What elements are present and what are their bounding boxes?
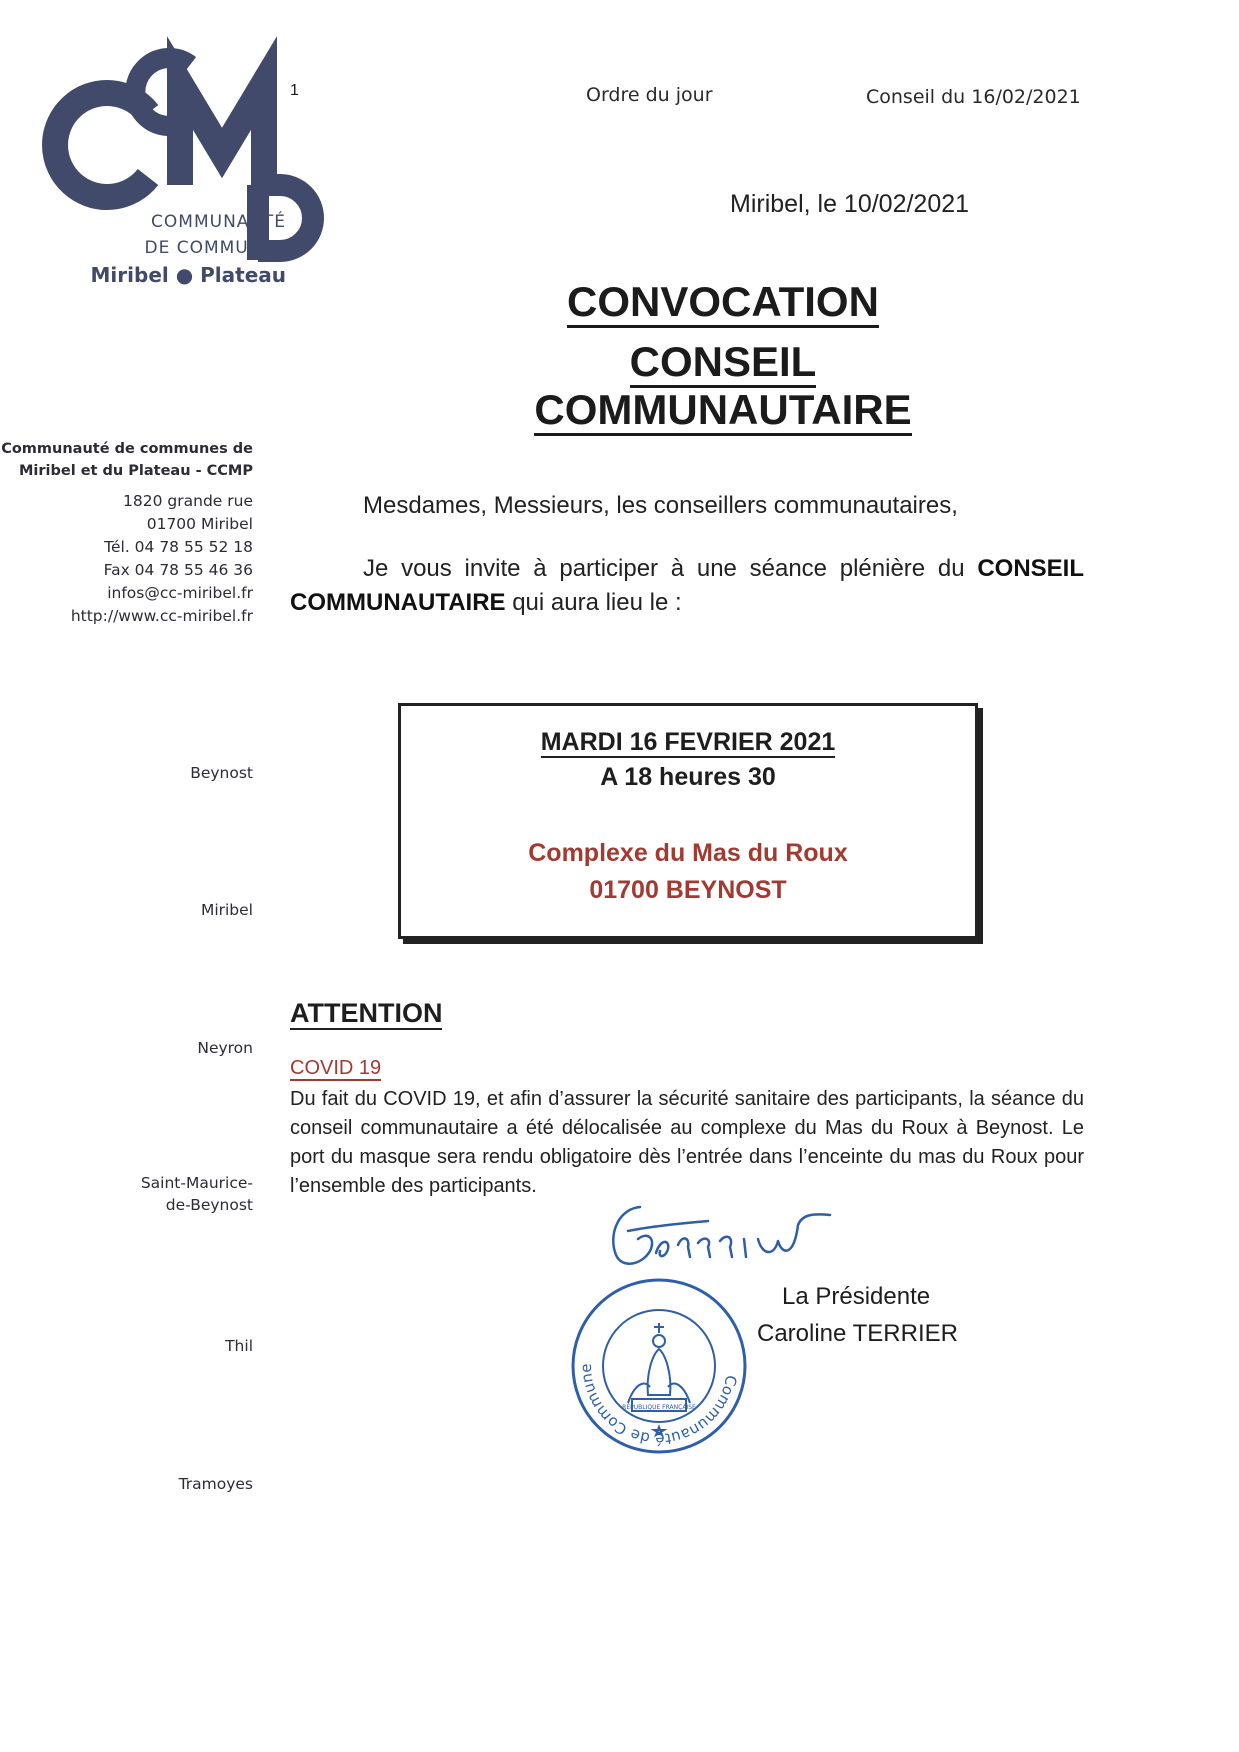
covid-subheading: COVID 19 — [290, 1057, 382, 1079]
logo-line-miribel-plateau: Miribel ● Plateau — [90, 263, 286, 287]
seal-text: Communauté de Commune — [576, 1363, 741, 1449]
sidebar-tel: Tél. 04 78 55 52 18 — [104, 538, 253, 556]
official-seal-stamp — [568, 1275, 750, 1457]
invitation-paragraph: Je vous invite à participer à une séance plénière du CONSEIL COMMUNAUTAIRE qui aura lieu le : — [290, 555, 1084, 616]
commune-beynost: Beynost — [190, 764, 253, 782]
commune-tramoyes: Tramoyes — [178, 1475, 253, 1493]
meeting-time: A 18 heures 30 — [600, 763, 776, 791]
sidebar-organisation: Communauté de communes de Miribel et du Plateau - CCMP — [1, 441, 253, 479]
meeting-date: MARDI 16 FEVRIER 2021 — [540, 728, 836, 756]
salutation: Mesdames, Messieurs, les conseillers communautaires, — [363, 492, 958, 519]
signatory-role: La Présidente — [782, 1283, 931, 1310]
header-council-date: Conseil du 16/02/2021 — [866, 86, 1081, 108]
sidebar-contact — [71, 490, 253, 628]
seal-banner-text: RÉPUBLIQUE FRANÇAISE — [622, 1404, 696, 1411]
commune-thil: Thil — [225, 1337, 253, 1355]
logo-line-de-communes: DE COMMUNES — [144, 238, 286, 258]
sidebar-website: http://www.cc-miribel.fr — [70, 607, 253, 625]
commune-saint-maurice: Saint-Maurice- de-Beynost — [140, 1174, 253, 1214]
attention-heading: ATTENTION — [290, 998, 443, 1028]
place-and-date: Miribel, le 10/02/2021 — [730, 190, 970, 218]
document-title-line2: CONSEIL COMMUNAUTAIRE — [440, 338, 1006, 434]
sidebar-address: 1820 grande rue — [123, 492, 253, 510]
handwritten-signature — [598, 1195, 848, 1275]
sidebar-city: 01700 Miribel — [146, 515, 253, 533]
signature-image — [598, 1195, 848, 1275]
covid-notice-text: Du fait du COVID 19, et afin d’assurer la sécurité sanitaire des participants, la séance du conseil communautaire a été délocalisée au complexe du Mas du Roux à Beynost. Le port du masque sera rendu obligatoire dès l’entrée dans l’enceinte du mas du Roux pour l’ensemble des participants. — [290, 1088, 1084, 1197]
meeting-details-box — [398, 703, 978, 939]
signatory-name: Caroline TERRIER — [757, 1320, 958, 1347]
meeting-venue: Complexe du Mas du Roux — [528, 839, 848, 867]
header-agenda: Ordre du jour — [586, 84, 713, 106]
sidebar-email: infos@cc-miribel.fr — [107, 584, 253, 602]
seal-image — [568, 1275, 750, 1457]
ccmp-logo — [30, 35, 360, 295]
document-title-line1: CONVOCATION — [440, 278, 1006, 326]
commune-miribel: Miribel — [200, 901, 253, 919]
meeting-city: 01700 BEYNOST — [589, 876, 787, 904]
logo-line-communaute: COMMUNAUTÉ — [151, 212, 286, 232]
page-number: 1 — [290, 82, 299, 99]
commune-neyron: Neyron — [197, 1039, 253, 1057]
sidebar-fax: Fax 04 78 55 46 36 — [103, 561, 253, 579]
